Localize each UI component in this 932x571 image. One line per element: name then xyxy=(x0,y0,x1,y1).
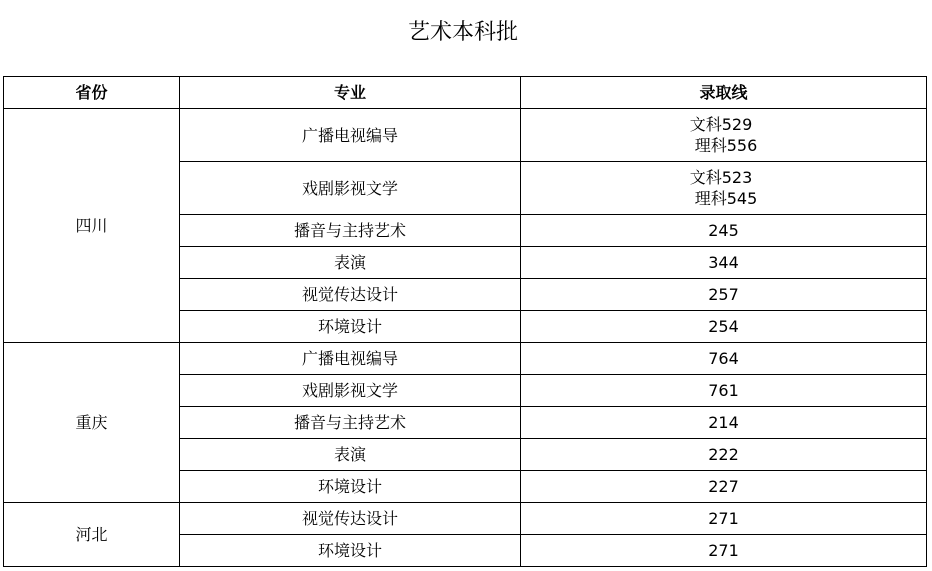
page-title: 艺术本科批 xyxy=(407,20,518,45)
header-province: 省份 xyxy=(4,77,180,109)
header-score: 录取线 xyxy=(521,77,927,109)
header-major: 专业 xyxy=(180,77,521,109)
score-li: 理科545 xyxy=(694,189,758,208)
major-cell: 广播电视编导 xyxy=(180,109,521,162)
admission-score-table xyxy=(3,76,927,567)
province-cell: 河北 xyxy=(4,503,180,567)
major-cell: 视觉传达设计 xyxy=(180,279,521,311)
province-cell: 重庆 xyxy=(4,343,180,503)
table-row xyxy=(4,503,927,535)
score-cell: 271 xyxy=(521,503,927,535)
score-cell xyxy=(521,109,927,162)
score-cell: 761 xyxy=(521,375,927,407)
score-wen: 文科523 xyxy=(689,168,753,187)
score-cell xyxy=(521,162,927,215)
score-cell: 344 xyxy=(521,247,927,279)
major-cell: 广播电视编导 xyxy=(180,343,521,375)
major-cell: 环境设计 xyxy=(180,535,521,567)
score-cell: 257 xyxy=(521,279,927,311)
table-row xyxy=(4,109,927,162)
major-cell: 视觉传达设计 xyxy=(180,503,521,535)
major-cell: 戏剧影视文学 xyxy=(180,375,521,407)
major-cell: 戏剧影视文学 xyxy=(180,162,521,215)
score-cell: 271 xyxy=(521,535,927,567)
major-cell: 环境设计 xyxy=(180,311,521,343)
score-wen: 文科529 xyxy=(689,115,753,134)
score-cell: 254 xyxy=(521,311,927,343)
score-cell: 245 xyxy=(521,215,927,247)
major-cell: 播音与主持艺术 xyxy=(180,215,521,247)
major-cell: 播音与主持艺术 xyxy=(180,407,521,439)
score-cell: 214 xyxy=(521,407,927,439)
major-cell: 表演 xyxy=(180,439,521,471)
major-cell: 表演 xyxy=(180,247,521,279)
score-cell: 764 xyxy=(521,343,927,375)
table-header-row xyxy=(4,77,927,109)
province-cell: 四川 xyxy=(4,109,180,343)
major-cell: 环境设计 xyxy=(180,471,521,503)
score-cell: 222 xyxy=(521,439,927,471)
score-li: 理科556 xyxy=(694,136,758,155)
table-row xyxy=(4,343,927,375)
score-cell: 227 xyxy=(521,471,927,503)
